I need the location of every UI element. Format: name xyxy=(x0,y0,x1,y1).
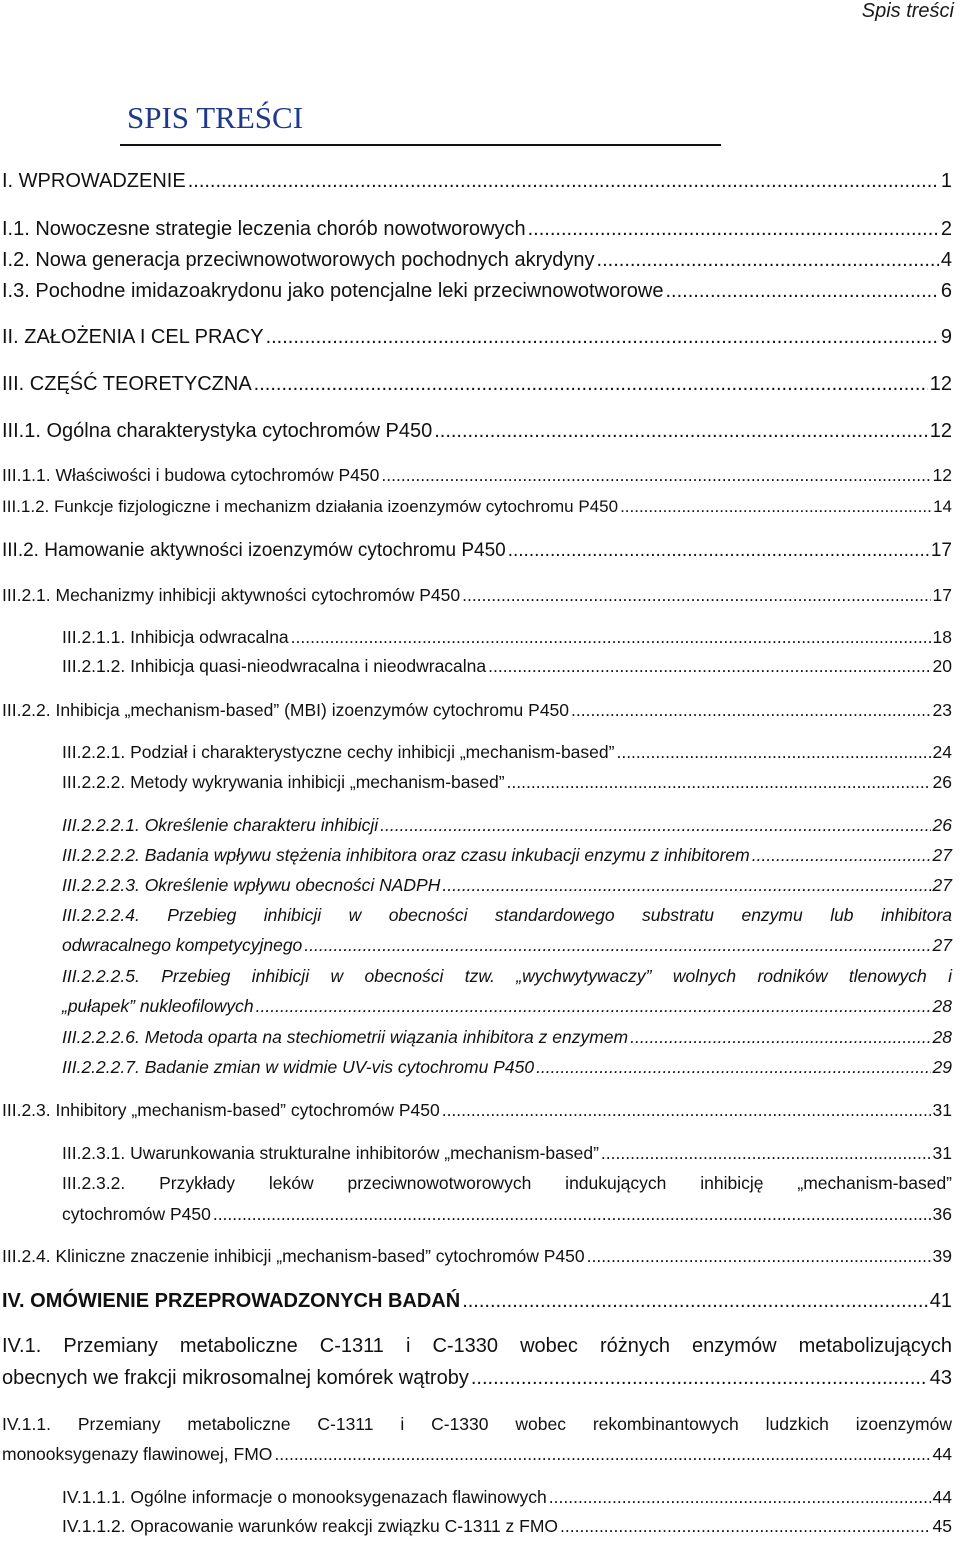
toc-entry-3-2-3-1[interactable] xyxy=(62,1143,952,1164)
toc-entry-title: IV. OMÓWIENIE PRZEPROWADZONYCH BADAŃ xyxy=(2,1290,461,1312)
toc-leader-dots xyxy=(630,1027,930,1048)
toc-page-number: 14 xyxy=(933,497,952,516)
toc-page-number: 27 xyxy=(932,875,952,895)
toc-leader-dots xyxy=(462,1290,928,1313)
toc-leader-dots xyxy=(571,700,931,721)
toc-entry-4-1[interactable] xyxy=(2,1367,952,1390)
toc-entry-3-2-1-2[interactable] xyxy=(62,656,952,677)
toc-entry-3-2-2-2-5-line1[interactable]: III.2.2.2.5. Przebieg inhibicji w obecności tzw. „wychwytywaczy” wolnych rodników tlenowych i xyxy=(62,966,952,986)
toc-entry-title: III.1.2. Funkcje fizjologiczne i mechanizm działania izoenzymów cytochromu P450 xyxy=(2,497,619,516)
toc-page-number: 17 xyxy=(930,540,952,561)
toc-page-number: 26 xyxy=(932,815,952,835)
toc-leader-dots xyxy=(381,465,930,486)
toc-entry-4-1-1[interactable] xyxy=(2,1444,952,1465)
toc-page-number: 23 xyxy=(932,700,952,720)
toc-page-number: 29 xyxy=(932,1057,952,1077)
toc-entry-title: cytochromów P450 xyxy=(62,1204,211,1224)
toc-entry-title: monooksygenazy flawinowej, FMO xyxy=(2,1444,273,1464)
toc-entry-3-2-2-2-5[interactable] xyxy=(62,996,952,1017)
toc-leader-dots xyxy=(442,875,930,896)
toc-entry-title: III.2.2.2.7. Badanie zmian w widmie UV-vis cytochromu P450 xyxy=(62,1057,535,1077)
toc-leader-dots xyxy=(488,656,930,677)
toc-entry-title: IV.1.1.1. Ogólne informacje o monooksygenazach flawinowych xyxy=(62,1487,547,1507)
toc-entry-title: III.2.2.1. Podział i charakterystyczne cechy inhibicji „mechanism-based” xyxy=(62,742,615,762)
toc-entry-3-2-1-1[interactable] xyxy=(62,627,952,648)
toc-leader-dots xyxy=(256,996,931,1017)
toc-entry-title: I.2. Nowa generacja przeciwnowotworowych pochodnych akrydyny xyxy=(2,249,595,271)
toc-entry-title: III.2.1.1. Inhibicja odwracalna xyxy=(62,627,289,647)
toc-entry-3-2-4[interactable] xyxy=(2,1246,952,1267)
toc-entry-3-1-1[interactable] xyxy=(2,465,952,486)
toc-entry-4-1-1-1[interactable] xyxy=(62,1487,952,1508)
toc-page-number: 1 xyxy=(940,170,952,192)
toc-leader-dots xyxy=(620,497,931,517)
toc-entry-4-1-line1[interactable]: IV.1. Przemiany metaboliczne C-1311 i C-1330 wobec różnych enzymów metabolizujących xyxy=(2,1335,952,1357)
toc-entry-title: I.1. Nowoczesne strategie leczenia chorób nowotworowych xyxy=(2,218,526,240)
toc-page-number: 27 xyxy=(932,845,952,865)
toc-page-number: 6 xyxy=(940,280,952,302)
toc-entry-title: III.2.2.2.1. Określenie charakteru inhibicji xyxy=(62,815,379,835)
toc-entry-czesc-teoretyczna[interactable] xyxy=(2,373,952,396)
toc-leader-dots xyxy=(597,249,939,272)
toc-entry-3-2-1[interactable] xyxy=(2,585,952,606)
toc-entry-title: III.1. Ogólna charakterystyka cytochromów P450 xyxy=(2,420,433,442)
toc-page-number: 44 xyxy=(932,1444,952,1464)
toc-page-number: 24 xyxy=(932,742,952,762)
toc-leader-dots xyxy=(601,1143,931,1164)
toc-page-number: 20 xyxy=(932,656,952,676)
running-header: Spis treści xyxy=(861,0,954,22)
toc-page-number: 28 xyxy=(932,996,952,1016)
toc-entry-omowienie[interactable] xyxy=(2,1290,952,1313)
toc-leader-dots xyxy=(549,1487,931,1508)
toc-entry-3-2-2-2-3[interactable] xyxy=(62,875,952,896)
toc-leader-dots xyxy=(665,280,938,303)
toc-leader-dots xyxy=(254,373,928,396)
toc-entry-3-2-2-2-4-line1[interactable]: III.2.2.2.4. Przebieg inhibicji w obecności standardowego substratu enzymu lub inhibitora xyxy=(62,905,952,925)
toc-page-number: 26 xyxy=(932,772,952,792)
toc-leader-dots xyxy=(587,1246,931,1267)
toc-entry-title: III. CZĘŚĆ TEORETYCZNA xyxy=(2,373,252,395)
toc-entry-title: III.2.2.2.3. Określenie wpływu obecności NADPH xyxy=(62,875,441,895)
toc-entry-3-1[interactable] xyxy=(2,420,952,443)
toc-entry-title: III.2.2. Inhibicja „mechanism-based” (MBI) izoenzymów cytochromu P450 xyxy=(2,700,570,720)
toc-page-number: 27 xyxy=(932,935,952,955)
toc-entry-3-2-2-1[interactable] xyxy=(62,742,952,763)
toc-entry-title: III.2.2.2.6. Metoda oparta na stechiometrii wiązania inhibitora z enzymem xyxy=(62,1027,629,1047)
toc-entry-3-2-2[interactable] xyxy=(2,700,952,721)
toc-leader-dots xyxy=(266,326,939,349)
toc-page-number: 2 xyxy=(940,218,952,240)
toc-page-number: 18 xyxy=(932,627,952,647)
toc-leader-dots xyxy=(274,1444,930,1465)
toc-entry-title: III.2.1. Mechanizmy inhibicji aktywności cytochromów P450 xyxy=(2,585,461,605)
toc-leader-dots xyxy=(213,1204,931,1225)
toc-leader-dots xyxy=(536,1057,930,1078)
toc-entry-3-2-2-2-6[interactable] xyxy=(62,1027,952,1048)
toc-page-number: 36 xyxy=(932,1204,952,1224)
toc-entry-title: III.2.2.2. Metody wykrywania inhibicji „mechanism-based” xyxy=(62,772,505,792)
toc-page-number: 4 xyxy=(940,249,952,271)
toc-page-number: 28 xyxy=(932,1027,952,1047)
toc-page-number: 12 xyxy=(932,465,952,485)
toc-entry-1-1[interactable] xyxy=(2,218,952,241)
toc-leader-dots xyxy=(528,218,939,241)
toc-entry-title: III.2.1.2. Inhibicja quasi-nieodwracalna i nieodwracalna xyxy=(62,656,487,676)
toc-page-number: 12 xyxy=(929,373,952,395)
toc-entry-title: odwracalnego kompetycyjnego xyxy=(62,935,303,955)
toc-entry-title: III.2.2.2.2. Badania wpływu stężenia inhibitora oraz czasu inkubacji enzymu z inhibitorem xyxy=(62,845,750,865)
toc-entry-title: II. ZAŁOŻENIA I CEL PRACY xyxy=(2,326,264,348)
toc-entry-title: III.1.1. Właściwości i budowa cytochromów P450 xyxy=(2,465,380,485)
toc-leader-dots xyxy=(442,1100,931,1121)
toc-entry-title: III.2.3.1. Uwarunkowania strukturalne inhibitorów „mechanism-based” xyxy=(62,1143,599,1163)
page-title: SPIS TREŚCI xyxy=(127,100,304,135)
toc-leader-dots xyxy=(560,1516,930,1537)
toc-entry-3-1-2[interactable] xyxy=(2,497,952,517)
toc-entry-1-3[interactable] xyxy=(2,280,952,303)
toc-page-number: 43 xyxy=(929,1367,952,1389)
toc-leader-dots xyxy=(462,585,930,606)
toc-page-number: 12 xyxy=(929,420,952,442)
toc-entry-title: IV.1.1.2. Opracowanie warunków reakcji związku C-1311 z FMO xyxy=(62,1516,559,1536)
toc-entry-title: III.2.3. Inhibitory „mechanism-based” cytochromów P450 xyxy=(2,1100,440,1120)
toc-entry-3-2-2-2-4[interactable] xyxy=(62,935,952,956)
toc-entry-title: III.2.4. Kliniczne znaczenie inhibicji „mechanism-based” cytochromów P450 xyxy=(2,1246,585,1266)
toc-entry-3-2-2-2-1[interactable] xyxy=(62,815,952,836)
toc-page-number: 45 xyxy=(932,1516,952,1536)
toc-entry-3-2-2-2[interactable] xyxy=(62,772,952,793)
toc-leader-dots xyxy=(616,742,930,763)
toc-leader-dots xyxy=(380,815,930,836)
toc-page-number: 31 xyxy=(932,1100,952,1120)
toc-entry-title: III.2. Hamowanie aktywności izoenzymów cytochromu P450 xyxy=(2,540,506,561)
toc-page-number: 9 xyxy=(940,326,952,348)
toc-entry-1-2[interactable] xyxy=(2,249,952,272)
toc-leader-dots xyxy=(508,540,929,562)
toc-entry-zalozenia[interactable] xyxy=(2,326,952,349)
toc-entry-4-1-1-line1[interactable]: IV.1.1. Przemiany metaboliczne C-1311 i C-1330 wobec rekombinantowych ludzkich izoenzymów xyxy=(2,1414,952,1434)
toc-leader-dots xyxy=(291,627,931,648)
toc-entry-title: I.3. Pochodne imidazoakrydonu jako potencjalne leki przeciwnowotworowe xyxy=(2,280,664,302)
toc-entry-4-1-1-2[interactable] xyxy=(62,1516,952,1537)
toc-entry-3-2[interactable] xyxy=(2,540,952,562)
toc-page-number: 17 xyxy=(932,585,952,605)
toc-page-number: 31 xyxy=(932,1143,952,1163)
toc-entry-title: obecnych we frakcji mikrosomalnej komórek wątroby xyxy=(2,1367,469,1389)
toc-entry-3-2-3-2-line1[interactable]: III.2.3.2. Przykłady leków przeciwnowotworowych indukujących inhibicję „mechanism-based” xyxy=(62,1173,952,1193)
toc-page-number: 44 xyxy=(932,1487,952,1507)
toc-leader-dots xyxy=(507,772,931,793)
toc-leader-dots xyxy=(304,935,930,956)
toc-entry-3-2-2-2-7[interactable] xyxy=(62,1057,952,1078)
toc-entry-3-2-2-2-2[interactable] xyxy=(62,845,952,866)
toc-entry-title: I. WPROWADZENIE xyxy=(2,170,186,192)
toc-page-number: 39 xyxy=(932,1246,952,1266)
toc-entry-wprowadzenie[interactable] xyxy=(2,170,952,193)
toc-leader-dots xyxy=(471,1367,928,1390)
toc-leader-dots xyxy=(752,845,931,866)
toc-entry-3-2-3[interactable] xyxy=(2,1100,952,1121)
toc-page-number: 41 xyxy=(929,1290,952,1312)
toc-entry-title: „pułapek” nukleofilowych xyxy=(62,996,254,1016)
toc-leader-dots xyxy=(188,170,939,193)
toc-leader-dots xyxy=(434,420,928,443)
toc-entry-3-2-3-2[interactable] xyxy=(62,1204,952,1225)
